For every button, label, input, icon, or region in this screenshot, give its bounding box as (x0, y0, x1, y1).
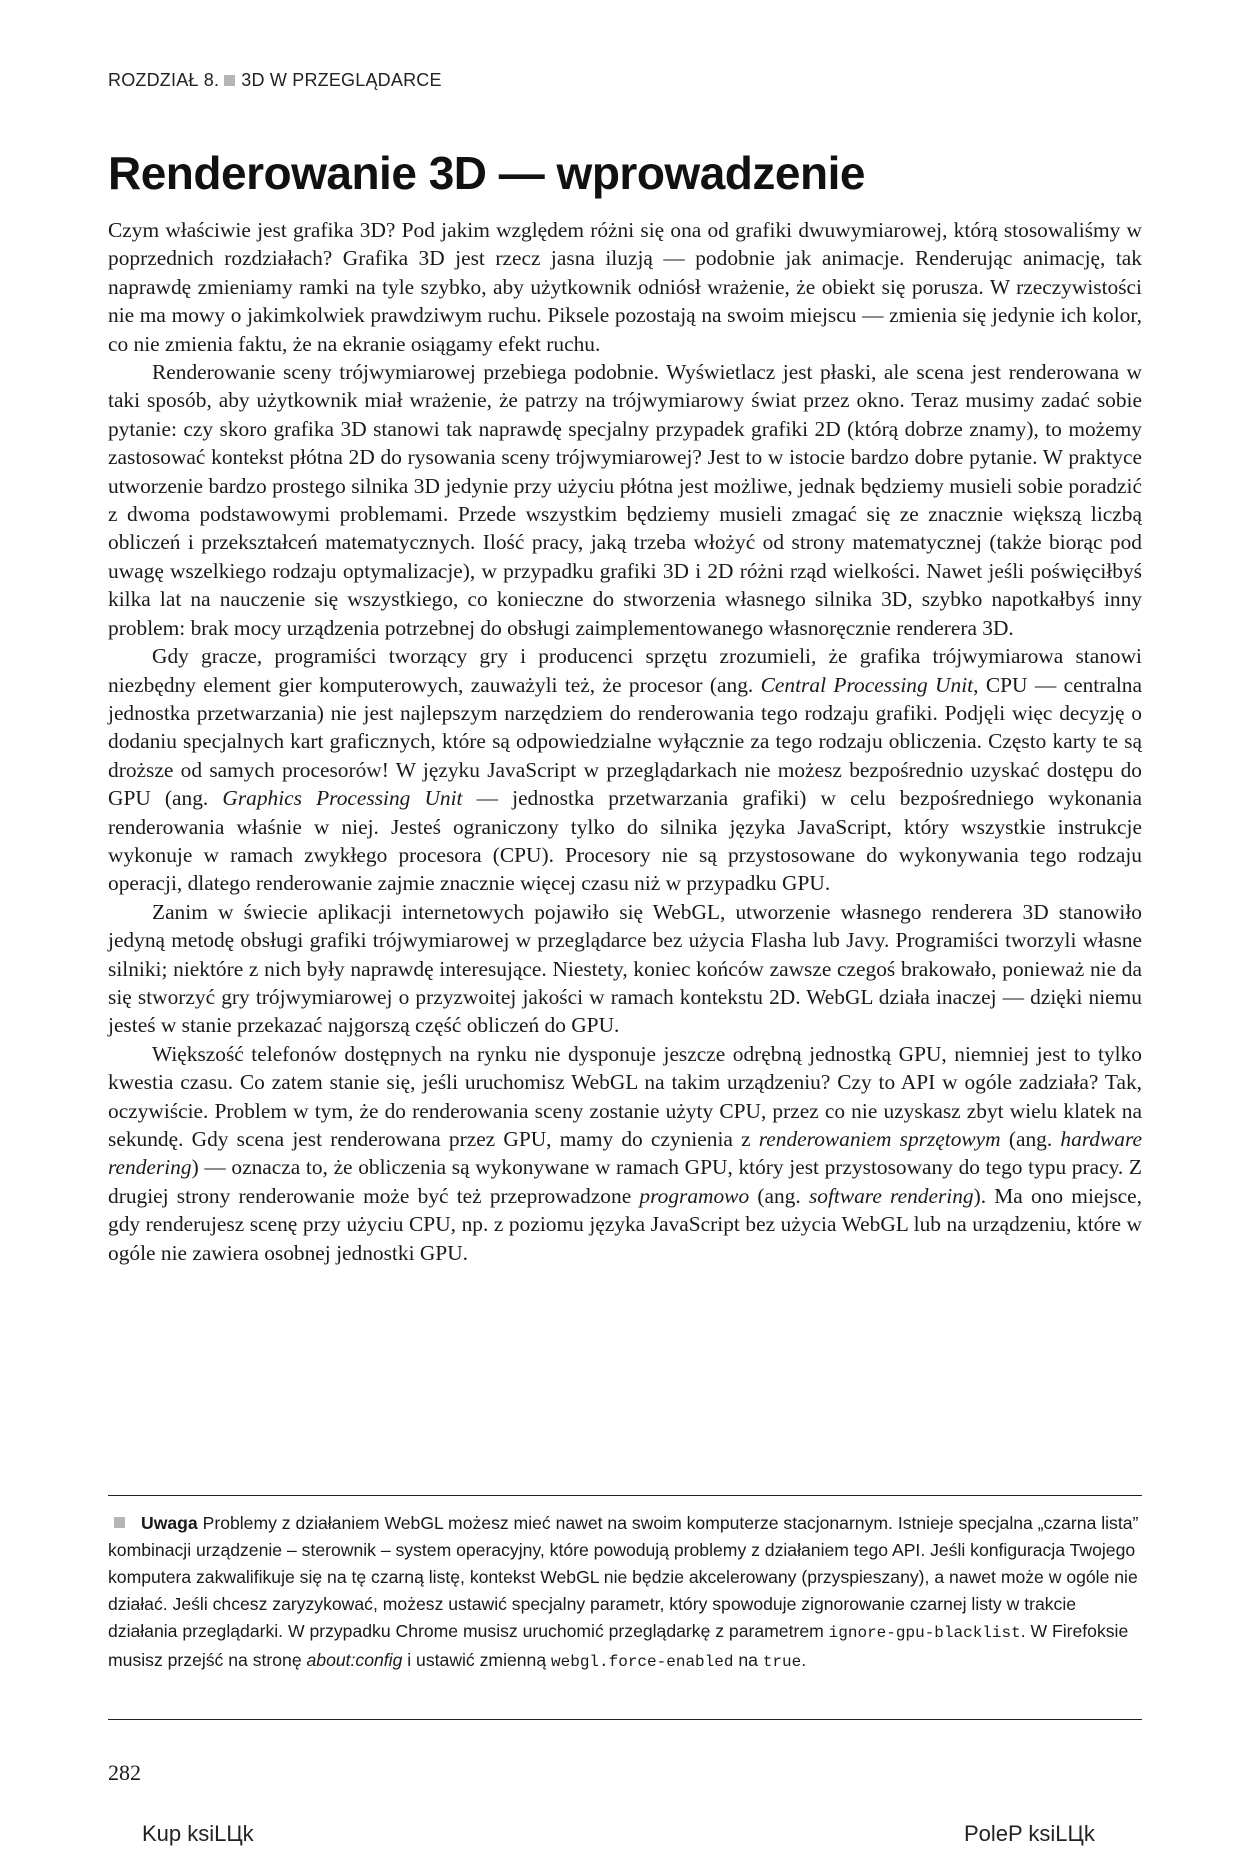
paragraph-1: Czym właściwie jest grafika 3D? Pod jakim względem różni się ona od grafiki dwuwymiarowej, którą stosowaliśmy w poprzednich rozdziałach? Grafika 3D jest rzecz jasna iluzją — podobnie jak animacje. Renderując animację, tak naprawdę zmieniamy ramki na tyle szybko, aby użytkownik odniósł wrażenie, że obiekt się porusza. W rzeczywistości nie ma mowy o jakimkolwiek prawdziwym ruchu. Piksele pozostają na swoim miejscu — zmienia się jedynie ich kolor, co nie zmienia faktu, że na ekranie osiągamy efekt ruchu. (108, 218, 1142, 356)
note-bottom-rule (108, 1719, 1142, 1720)
text-run: , CPU — centralna jednostka przetwarzania) nie jest najlepszym narzędziem do renderowania tego rodzaju grafiki. Podjęli więc decyzję o dodaniu specjalnych kart graficznych, które są odpowiedzialne wyłącznie za tego rodzaju obliczenia. Często karty te są droższe od samych procesorów! W języku JavaScript w przeglądarkach nie możesz bezpośrednio uzyskać dostępu do GPU (ang. (108, 672, 1142, 811)
term-gpu: Graphics Processing Unit (222, 786, 463, 811)
body-text (108, 216, 1142, 1267)
note-box (108, 1510, 1142, 1676)
paragraph-4: Zanim w świecie aplikacji internetowych pojawiło się WebGL, utworzenie własnego renderera 3D stanowiło jedyną metodę obsługi grafiki trójwymiarowej w przeglądarce bez użycia Flasha lub Javy. Programiści tworzyli własne silniki; niektóre z nich były naprawdę interesujące. Niestety, koniec końców zawsze czegoś brakowało, ponieważ nie da się stworzyć gry trójwymiarowej o przyzwoitej jakości w ramach kontekstu 2D. WebGL działa inaczej — dzięki niemu jesteś w stanie przekazać najgorszą część obliczeń do GPU. (108, 899, 1142, 1038)
text-run: — jednostka przetwarzania grafiki) w celu bezpośredniego wykonania renderowania właśnie w niej. Jesteś ograniczony tylko do silnika języka JavaScript, który wszystkie instrukcje wykonuje w ramach zwykłego procesora (CPU). Procesory nie są przystosowane do wykonywania tego rodzaju operacji, dlatego renderowanie zajmie znacznie więcej czasu niż w przypadku GPU. (108, 786, 1143, 896)
text-run: (ang. (749, 1183, 809, 1208)
note-text: i ustawić zmienną (402, 1650, 552, 1670)
section-label: 3D W PRZEGLĄDARCE (241, 70, 442, 90)
code-variable: webgl.force-enabled (551, 1653, 734, 1671)
text-run: Gdy gracze, programiści tworzący gry i producenci sprzętu zrozumieli, że grafika trójwymiarowa stanowi niezbędny element gier komputerowych, zauważyli też, że procesor (ang. (108, 644, 1142, 697)
paragraph-2: Renderowanie sceny trójwymiarowej przebiega podobnie. Wyświetlacz jest płaski, ale scena jest renderowana w taki sposób, aby użytkownik miał wrażenie, że patrzy na trójwymiarowy świat przez okno. Teraz musimy zadać sobie pytanie: czy skoro grafika 3D stanowi tak naprawdę specjalny przypadek grafiki 2D (którą dobrze znamy), to możemy zastosować kontekst płótna 2D do rysowania sceny trójwymiarowej? Jest to w istocie bardzo dobre pytanie. W praktyce utworzenie bardzo prostego silnika 3D jedynie przy użyciu płótna jest możliwe, jednak będziemy musieli sobie poradzić z dwoma podstawowymi problemami. Przede wszystkim będziemy musieli zmagać się ze znacznie większą liczbą obliczeń i przekształceń matematycznych. Ilość pracy, jaką trzeba włożyć od strony matematycznej (także biorąc pod uwagę wszelkiego rodzaju optymalizacje), w przypadku grafiki 3D i 2D różni rząd wielkości. Nawet jeśli poświęciłbyś kilka lat na nauczenie się wszystkiego, co konieczne do stworzenia własnego silnika 3D, szybko napotkałbyś inny problem: brak mocy urządzenia potrzebnej do obsługi zaimplementowanego własnoręcznie renderera 3D. (108, 360, 1142, 640)
text-run: (ang. (1000, 1127, 1061, 1151)
square-bullet-icon (224, 75, 235, 86)
note-top-rule (108, 1495, 1142, 1496)
term-cpu: Central Processing Unit (760, 672, 974, 697)
term-software-en: software rendering (808, 1183, 974, 1208)
note-text: na (733, 1650, 763, 1670)
page-number: 282 (108, 1760, 141, 1785)
square-bullet-icon (114, 1517, 125, 1528)
about-config-link: about:config (306, 1650, 403, 1670)
term-hardware-en: hardware rendering (108, 1127, 1142, 1180)
text-run: Większość telefonów dostępnych na rynku nie dysponuje jeszcze odrębną jednostką GPU, niemniej jest to tylko kwestia czasu. Co zatem stanie się, jeśli uruchomisz WebGL na takim urządzeniu? Czy to API w ogóle zadziała? Tak, oczywiście. Problem w tym, że do renderowania sceny zostanie użyty CPU, przez co nie uzyskasz zbyt wielu klatek na sekundę. Gdy scena jest renderowana przez GPU, mamy do czynienia z (108, 1041, 1142, 1151)
recommend-book-link[interactable]: PoleP ksiLЦk (964, 1821, 1095, 1846)
running-head (108, 70, 442, 91)
code-value: true (762, 1653, 802, 1671)
buy-book-link[interactable]: Kup ksiLЦk (142, 1821, 254, 1846)
note-text: Problemy z działaniem WebGL możesz mieć nawet na swoim komputerze stacjonarnym. Istnieje specjalna „czarna lista” kombinacji urządzenie – sterownik – system operacyjny, które powodują problemy z działaniem tego API. Jeśli konfiguracja Twojego komputera zakwalifikuje się na tę czarną listę, kontekst WebGL nie będzie akcelerowany (przyspieszany), a nawet może w ogóle nie działać. Jeśli chcesz zaryzykować, możesz ustawić specjalny parametr, który spowoduje zignorowanie czarnej listy w trakcie działania przeglądarki. W przypadku Chrome musisz uruchomić przeglądarkę z parametrem (108, 1513, 1139, 1641)
term-software-pl: programowo (639, 1183, 750, 1208)
code-flag: ignore-gpu-blacklist (828, 1624, 1021, 1642)
note-label: Uwaga (141, 1513, 198, 1533)
section-title: Renderowanie 3D — wprowadzenie (108, 147, 865, 199)
note-text: . (801, 1650, 807, 1670)
text-run: ) — oznacza to, że obliczenia są wykonywane w ramach GPU, który jest przystosowany do tego typu pracy. Z drugiej strony renderowanie może być też przeprowadzone (108, 1155, 1142, 1208)
paragraph-5 (108, 1040, 1142, 1267)
paragraph-3 (108, 642, 1142, 898)
chapter-label: ROZDZIAŁ 8. (108, 70, 220, 90)
text-run: ). Ma ono miejsce, gdy renderujesz scenę przy użyciu CPU, np. z poziomu języka JavaScript bez użycia WebGL lub na urządzeniu, które w ogóle nie zawiera osobnej jednostki GPU. (108, 1183, 1142, 1265)
note-text: . W Firefoksie musisz przejść na stronę (108, 1621, 1129, 1670)
term-hardware-pl: renderowaniem sprzętowym (758, 1127, 1001, 1151)
